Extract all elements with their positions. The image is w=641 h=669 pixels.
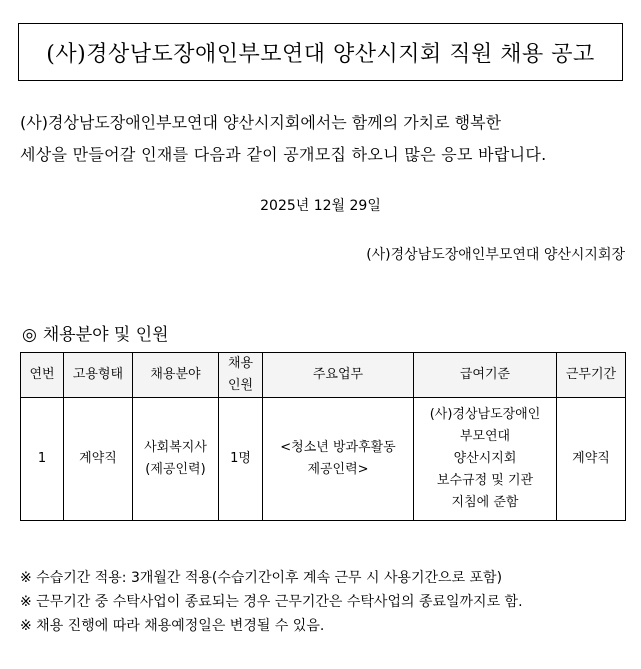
section-heading	[22, 320, 169, 345]
signature: (사)경상남도장애인부모연대 양산시지회장	[366, 247, 625, 263]
table-header-row	[21, 353, 626, 398]
header-cell: 근무기간	[557, 353, 626, 398]
table-cell: 1명	[219, 398, 263, 521]
table-cell: 계약직	[557, 398, 626, 521]
announcement-date: 2025년 12월 29일	[260, 198, 381, 214]
page-title-text: (사)경상남도장애인부모연대 양산시지회 직원 채용 공고	[46, 41, 595, 67]
header-cell: 주요업무	[263, 353, 414, 398]
section-title: 채용분야 및 인원	[42, 325, 169, 345]
table-cell: 계약직	[64, 398, 133, 521]
table-cell: (사)경상남도장애인 부모연대 양산시지회 보수규정 및 기관 지침에 준함	[414, 398, 557, 521]
header-cell: 연번	[21, 353, 64, 398]
note-item: ※ 근무기간 중 수탁사업이 종료되는 경우 근무기간은 수탁사업의 종료일까지로 함.	[20, 594, 523, 610]
table-cell: <청소년 방과후활동 제공인력>	[263, 398, 414, 521]
table-cell: 1	[21, 398, 64, 521]
header-cell: 급여기준	[414, 353, 557, 398]
note-item: ※ 수습기간 적용: 3개월간 적용(수습기간이후 계속 근무 시 사용기간으로 포함)	[20, 570, 503, 586]
header-cell: 채용 인원	[219, 353, 263, 398]
double-circle-icon: ◎	[22, 325, 37, 345]
note-item: ※ 채용 진행에 따라 채용예정일은 변경될 수 있음.	[20, 618, 325, 634]
intro-line-1: (사)경상남도장애인부모연대 양산시지회에서는 함께의 가치로 행복한	[20, 113, 502, 132]
intro-line-2: 세상을 만들어갈 인재를 다음과 같이 공개모집 하오니 많은 응모 바랍니다.	[20, 145, 547, 164]
header-cell: 고용형태	[64, 353, 133, 398]
notes	[20, 566, 523, 638]
recruitment-table	[20, 352, 626, 521]
header-cell: 채용분야	[133, 353, 219, 398]
table-row	[21, 398, 626, 521]
table-cell: 사회복지사 (제공인력)	[133, 398, 219, 521]
page-title	[18, 23, 623, 81]
